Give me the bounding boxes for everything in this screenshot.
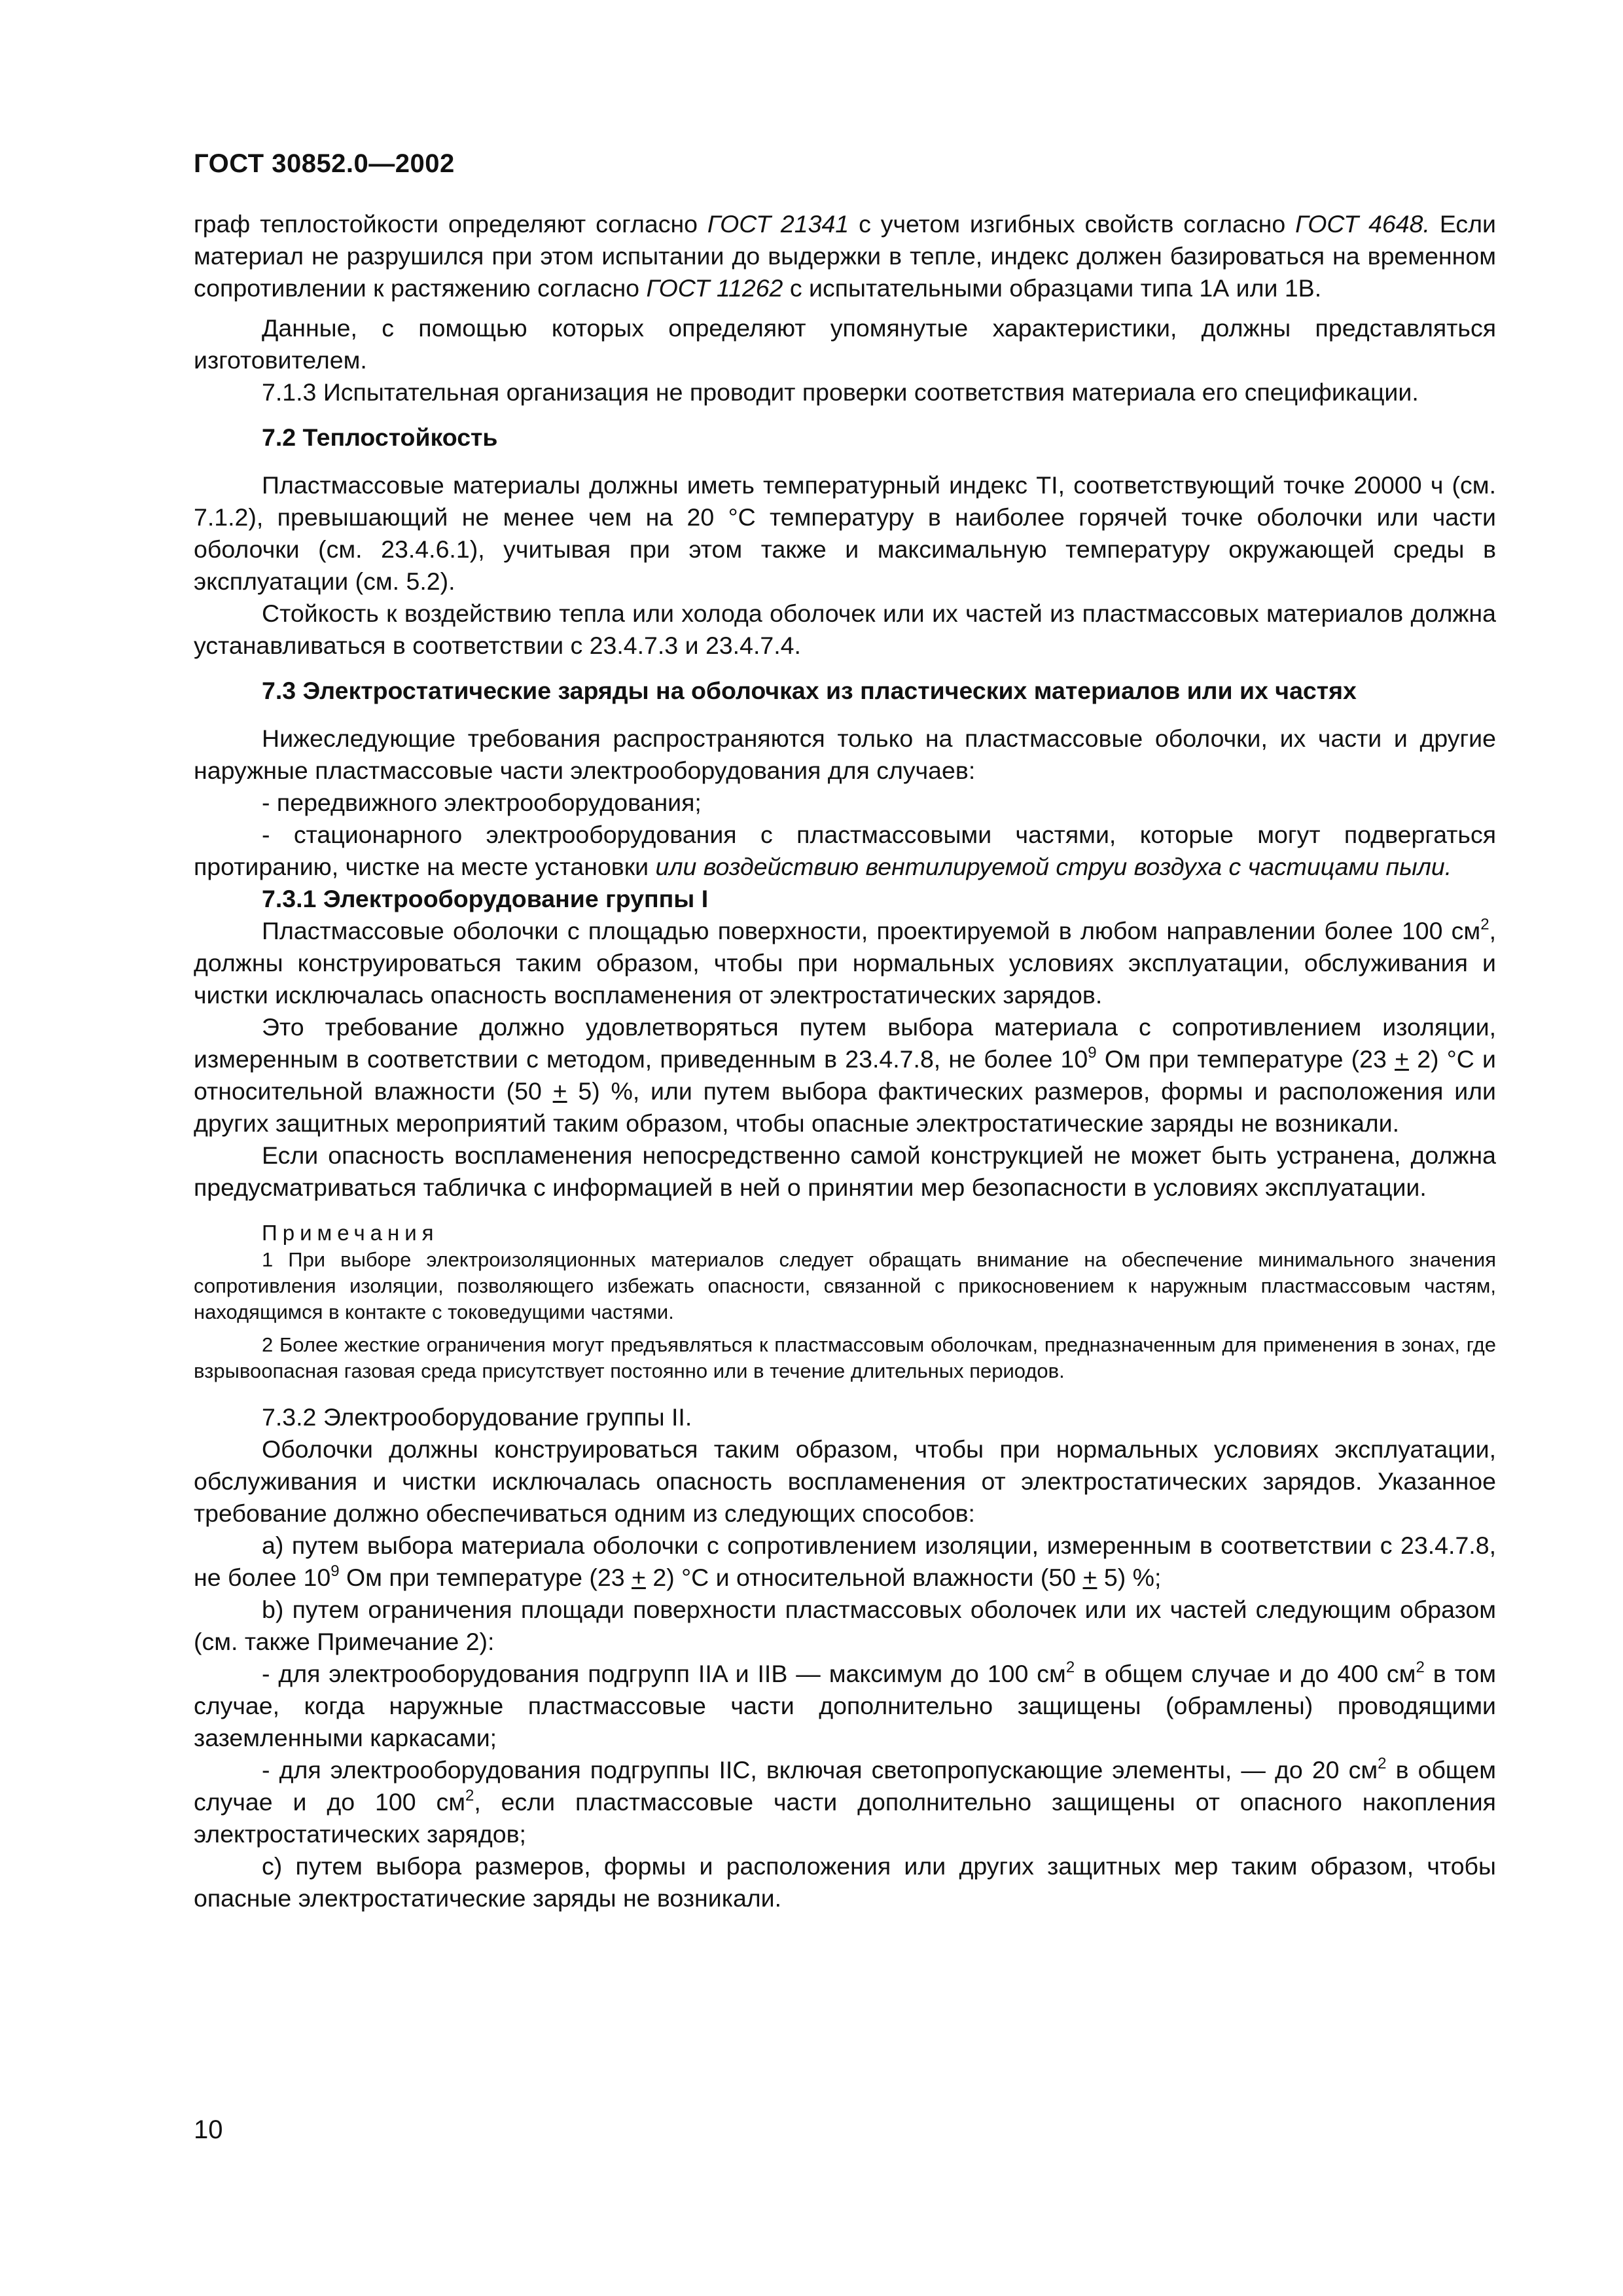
- list-item: с) путем выбора размеров, формы и расположения или других защитных мер таким образом, чтобы опасные электростатические заряды не возникали.: [194, 1852, 1496, 1912]
- section-heading-7-3: 7.3 Электростатические заряды на оболочках из пластических материалов или их частях: [262, 677, 1357, 704]
- list-item: b) путем ограничения площади поверхности пластмассовых оболочек или их частей следующим образом (см. также Примечание 2):: [194, 1596, 1496, 1655]
- list-item: - стационарного электрооборудования с пластмассовыми частями, которые могут подвергаться протиранию, чистке на месте установки или воздействию вентилируемой струи воздуха с частицами пыли.: [194, 821, 1496, 880]
- paragraph: Стойкость к воздействию тепла или холода оболочек или их частей из пластмассовых материалов должна устанавливаться в соответствии с 23.4.7.3 и 23.4.7.4.: [194, 600, 1496, 659]
- paragraph: Это требование должно удовлетворяться путем выбора материала с сопротивлением изоляции, измеренным в соответствии с методом, приведенным в 23.4.7.8, не более $10^9$ Ом при температуре (23 + 2) °С и относительной влажности (50 + 5) %, или путем выбора фактических размеров, формы и расположения или других защитных мероприятий таким образом, чтобы опасные электростатические заряды не возникали.: [194, 1013, 1496, 1137]
- standard-reference: ГОСТ 11262: [646, 274, 783, 302]
- page-number: 10: [194, 2115, 223, 2144]
- paragraph: Пластмассовые оболочки с площадью поверхности, проектируемой в любом направлении более 100 $см^2$, должны конструироваться таким образом, чтобы при нормальных условиях эксплуатации, обслуживания и чистки исключалась опасность воспламенения от электростатических зарядов.: [194, 915, 1496, 1009]
- note-2: 2 Более жесткие ограничения могут предъявляться к пластмассовым оболочкам, предназначенным для применения в зонах, где взрывоопасная газовая среда присутствует постоянно или в течение длительных периодов.: [194, 1333, 1496, 1382]
- standard-reference: ГОСТ 4648.: [1295, 210, 1430, 238]
- paragraph: Нижеследующие требования распространяются только на пластмассовые оболочки, их части и другие наружные пластмассовые части электрооборудования для случаев:: [194, 725, 1496, 784]
- note-1: 1 При выборе электроизоляционных материалов следует обращать внимание на обеспечение минимального значения сопротивления изоляции, позволяющего избежать опасности, связанной с прикосновением к наружным пластмассовым частям, находящимся в контакте с токоведущими частями.: [194, 1248, 1496, 1323]
- page-header: ГОСТ 30852.0—2002: [194, 149, 455, 178]
- paragraph: Оболочки должны конструироваться таким образом, чтобы при нормальных условиях эксплуатации, обслуживания и чистки исключалась опасность воспламенения от электростатических зарядов. Указанное требование должно обеспечиваться одним из следующих способов:: [194, 1435, 1496, 1527]
- section-heading-7-2: 7.2 Теплостойкость: [262, 423, 498, 451]
- paragraph: Пластмассовые материалы должны иметь температурный индекс TI, соответствующий точке 20000 ч (см. 7.1.2), превышающий не менее чем на 20 °С температуру в наиболее горячей точке оболочки или части оболочки (см. 23.4.6.1), учитывая при этом также и максимальную температуру окружающей среды в эксплуатации (см. 5.2).: [194, 471, 1496, 595]
- paragraph: Если опасность воспламенения непосредственно самой конструкцией не может быть устранена, должна предусматриваться табличка с информацией в ней о принятии мер безопасности в условиях эксплуатации.: [194, 1141, 1496, 1201]
- list-item: - для электрооборудования подгруппы IIC, включая светопропускающие элементы, — до 20 $см^2$ в общем случае и до 100 $см^2$, если пластмассовые части дополнительно защищены от опасного накопления электростатических зарядов;: [194, 1754, 1496, 1848]
- paragraph: Данные, с помощью которых определяют упомянутые характеристики, должны представляться изготовителем.: [194, 314, 1496, 374]
- list-item: - для электрооборудования подгрупп IIA и IIB — максимум до 100 $см^2$ в общем случае и до 400 $см^2$ в том случае, когда наружные пластмассовые части дополнительно защищены (обрамлены) проводящими заземленными каркасами;: [194, 1658, 1496, 1751]
- paragraph: 7.1.3 Испытательная организация не проводит проверки соответствия материала его спецификации.: [262, 378, 1419, 406]
- list-item: а) путем выбора материала оболочки с сопротивлением изоляции, измеренным в соответствии с 23.4.7.8, не более $10^9$ Ом при температуре (23 + 2) °С и относительной влажности (50 + 5) %;: [194, 1532, 1496, 1591]
- section-heading-7-3-2: 7.3.2 Электрооборудование группы II.: [262, 1403, 692, 1431]
- standard-reference: ГОСТ 21341: [707, 210, 849, 238]
- notes-title: Примечания: [262, 1221, 439, 1245]
- paragraph: граф теплостойкости определяют согласно ГОСТ 21341 с учетом изгибных свойств согласно ГОСТ 4648. Если материал не разрушился при этом испытании до выдержки в тепле, индекс должен базироваться на временном сопротивлении к растяжению согласно ГОСТ 11262 с испытательными образцами типа 1А или 1В.: [194, 210, 1496, 302]
- list-item: - передвижного электрооборудования;: [262, 789, 702, 816]
- section-heading-7-3-1: 7.3.1 Электрооборудование группы I: [262, 885, 709, 912]
- page-content: [194, 208, 1496, 1914]
